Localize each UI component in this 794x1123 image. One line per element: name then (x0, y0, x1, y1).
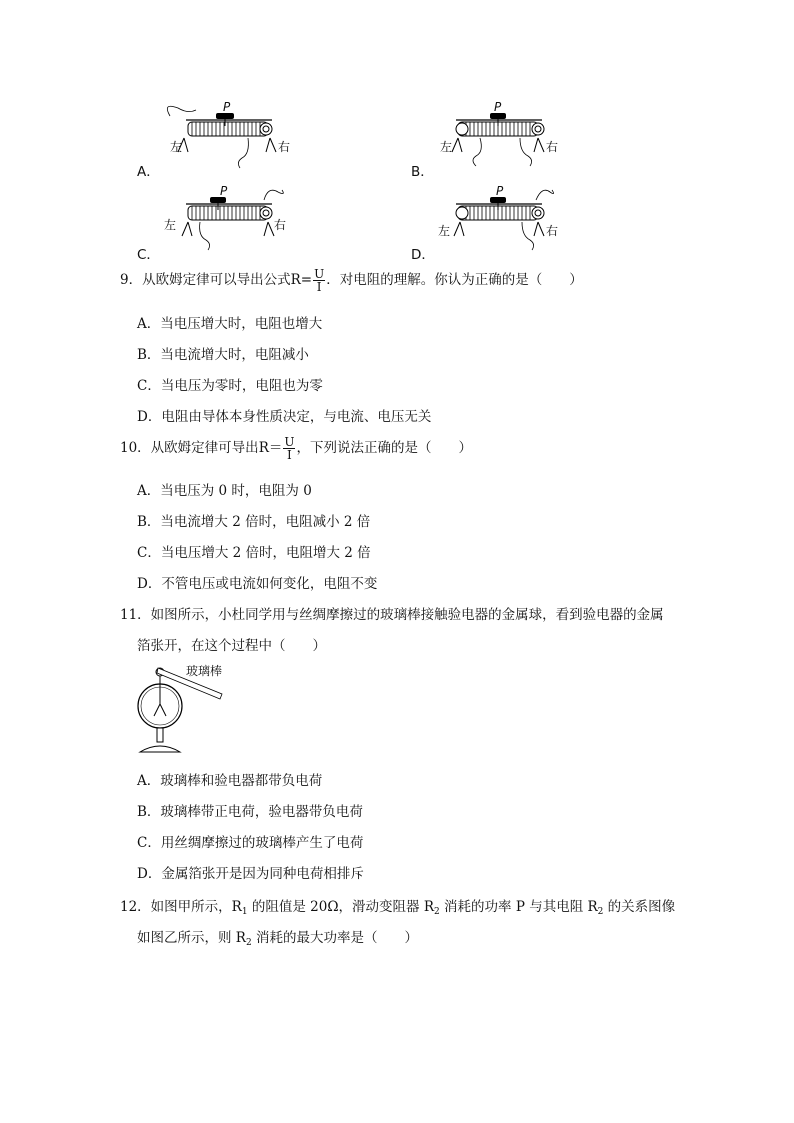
q10-option-d[interactable]: D．不管电压或电流如何变化，电阻不变 (137, 576, 378, 592)
q10-stem-end: ，下列说法正确的是（ ） (296, 440, 472, 456)
question-12-stem-line2 (137, 926, 418, 948)
right-end-label: 右 (546, 140, 559, 154)
q12-sub-3: 2 (597, 907, 604, 917)
q10-option-a[interactable]: A．当电压为 0 时，电阻为 0 (137, 483, 312, 499)
option-c-label: C． (137, 247, 160, 263)
q12-sub-4: 2 (245, 938, 252, 948)
q9-stem-end: ．对电阻的理解。你认为正确的是（ ） (326, 272, 583, 288)
q12-text-2: 的阻值是 20Ω，滑动变阻器 R (247, 899, 434, 915)
q9-stem-start: 9．从欧姆定律可以导出公式 (120, 272, 291, 288)
slider-p-label: P (220, 184, 228, 198)
q9-option-d[interactable]: D．电阻由导体本身性质决定，与电流、电压无关 (137, 409, 432, 425)
electroscope-figure (130, 660, 230, 760)
q11-option-b[interactable]: B．玻璃棒带正电荷，验电器带负电荷 (137, 804, 363, 820)
q10-stem-start: 10．从欧姆定律可导出 (120, 440, 259, 456)
question-10-stem (120, 436, 472, 461)
q10-denominator: I (287, 448, 292, 462)
q9-option-b[interactable]: B．当电流增大时，电阻减小 (137, 347, 309, 363)
q12-text-3: 消耗的功率 P 与其电阻 R (439, 899, 598, 915)
question-11-stem-line1: 11．如图所示，小杜同学用与丝绸摩擦过的玻璃棒接触验电器的金属球，看到验电器的金属 (120, 607, 664, 623)
question-11-stem-line2: 箔张开，在这个过程中（ ） (137, 638, 326, 654)
q9-denominator: I (316, 280, 322, 294)
option-d-figure (438, 182, 618, 264)
q10-numerator: U (284, 435, 295, 449)
option-b-label: B． (411, 164, 434, 180)
q12-text-6: 消耗的最大功率是（ ） (251, 930, 418, 946)
q9-fraction (313, 268, 325, 293)
q12-sub-1: 1 (241, 907, 248, 917)
left-end-label: 左 (164, 218, 177, 232)
slider-p-label: P (494, 100, 502, 114)
q11-option-c[interactable]: C．用丝绸摩擦过的玻璃棒产生了电荷 (137, 835, 364, 851)
question-9-stem (120, 268, 583, 293)
glass-rod-label: 玻璃棒 (186, 664, 223, 678)
q10-option-c[interactable]: C．当电压增大 2 倍时，电阻增大 2 倍 (137, 545, 371, 561)
q9-numerator: U (314, 267, 325, 281)
q12-text-4: 的关系图像 (603, 899, 676, 915)
option-d-label: D． (411, 247, 435, 263)
question-12-stem-line1 (120, 895, 675, 917)
option-c-figure (158, 182, 338, 264)
q11-option-a[interactable]: A．玻璃棒和验电器都带负电荷 (137, 773, 323, 789)
q11-option-d[interactable]: D．金属箔张开是因为同种电荷相排斥 (137, 866, 364, 882)
right-end-label: 右 (278, 140, 291, 154)
rheostat-d-diagram (438, 182, 618, 264)
right-end-label: 右 (546, 224, 559, 238)
left-end-label: 左 (440, 140, 453, 154)
q12-text-1: 12．如图甲所示，R (120, 899, 242, 915)
right-end-label: 右 (274, 218, 287, 232)
option-a-label: A． (137, 164, 160, 180)
rheostat-c-diagram (158, 182, 338, 264)
q10-option-b[interactable]: B．当电流增大 2 倍时，电阻减小 2 倍 (137, 514, 371, 530)
q9-option-c[interactable]: C．当电压为零时，电阻也为零 (137, 378, 323, 394)
q10-formula-lhs: R＝ (258, 440, 283, 456)
q12-text-5: 如图乙所示，则 R (137, 930, 246, 946)
left-end-label: 左 (438, 224, 451, 238)
slider-p-label: P (496, 184, 504, 198)
q9-option-a[interactable]: A．当电压增大时，电阻也增大 (137, 316, 323, 332)
q12-sub-2: 2 (434, 907, 440, 917)
option-b-figure (410, 98, 590, 180)
q10-fraction (283, 436, 295, 461)
q9-formula-lhs: R= (290, 272, 313, 288)
left-end-label: 左 (170, 140, 183, 154)
slider-p-label: P (223, 100, 231, 114)
